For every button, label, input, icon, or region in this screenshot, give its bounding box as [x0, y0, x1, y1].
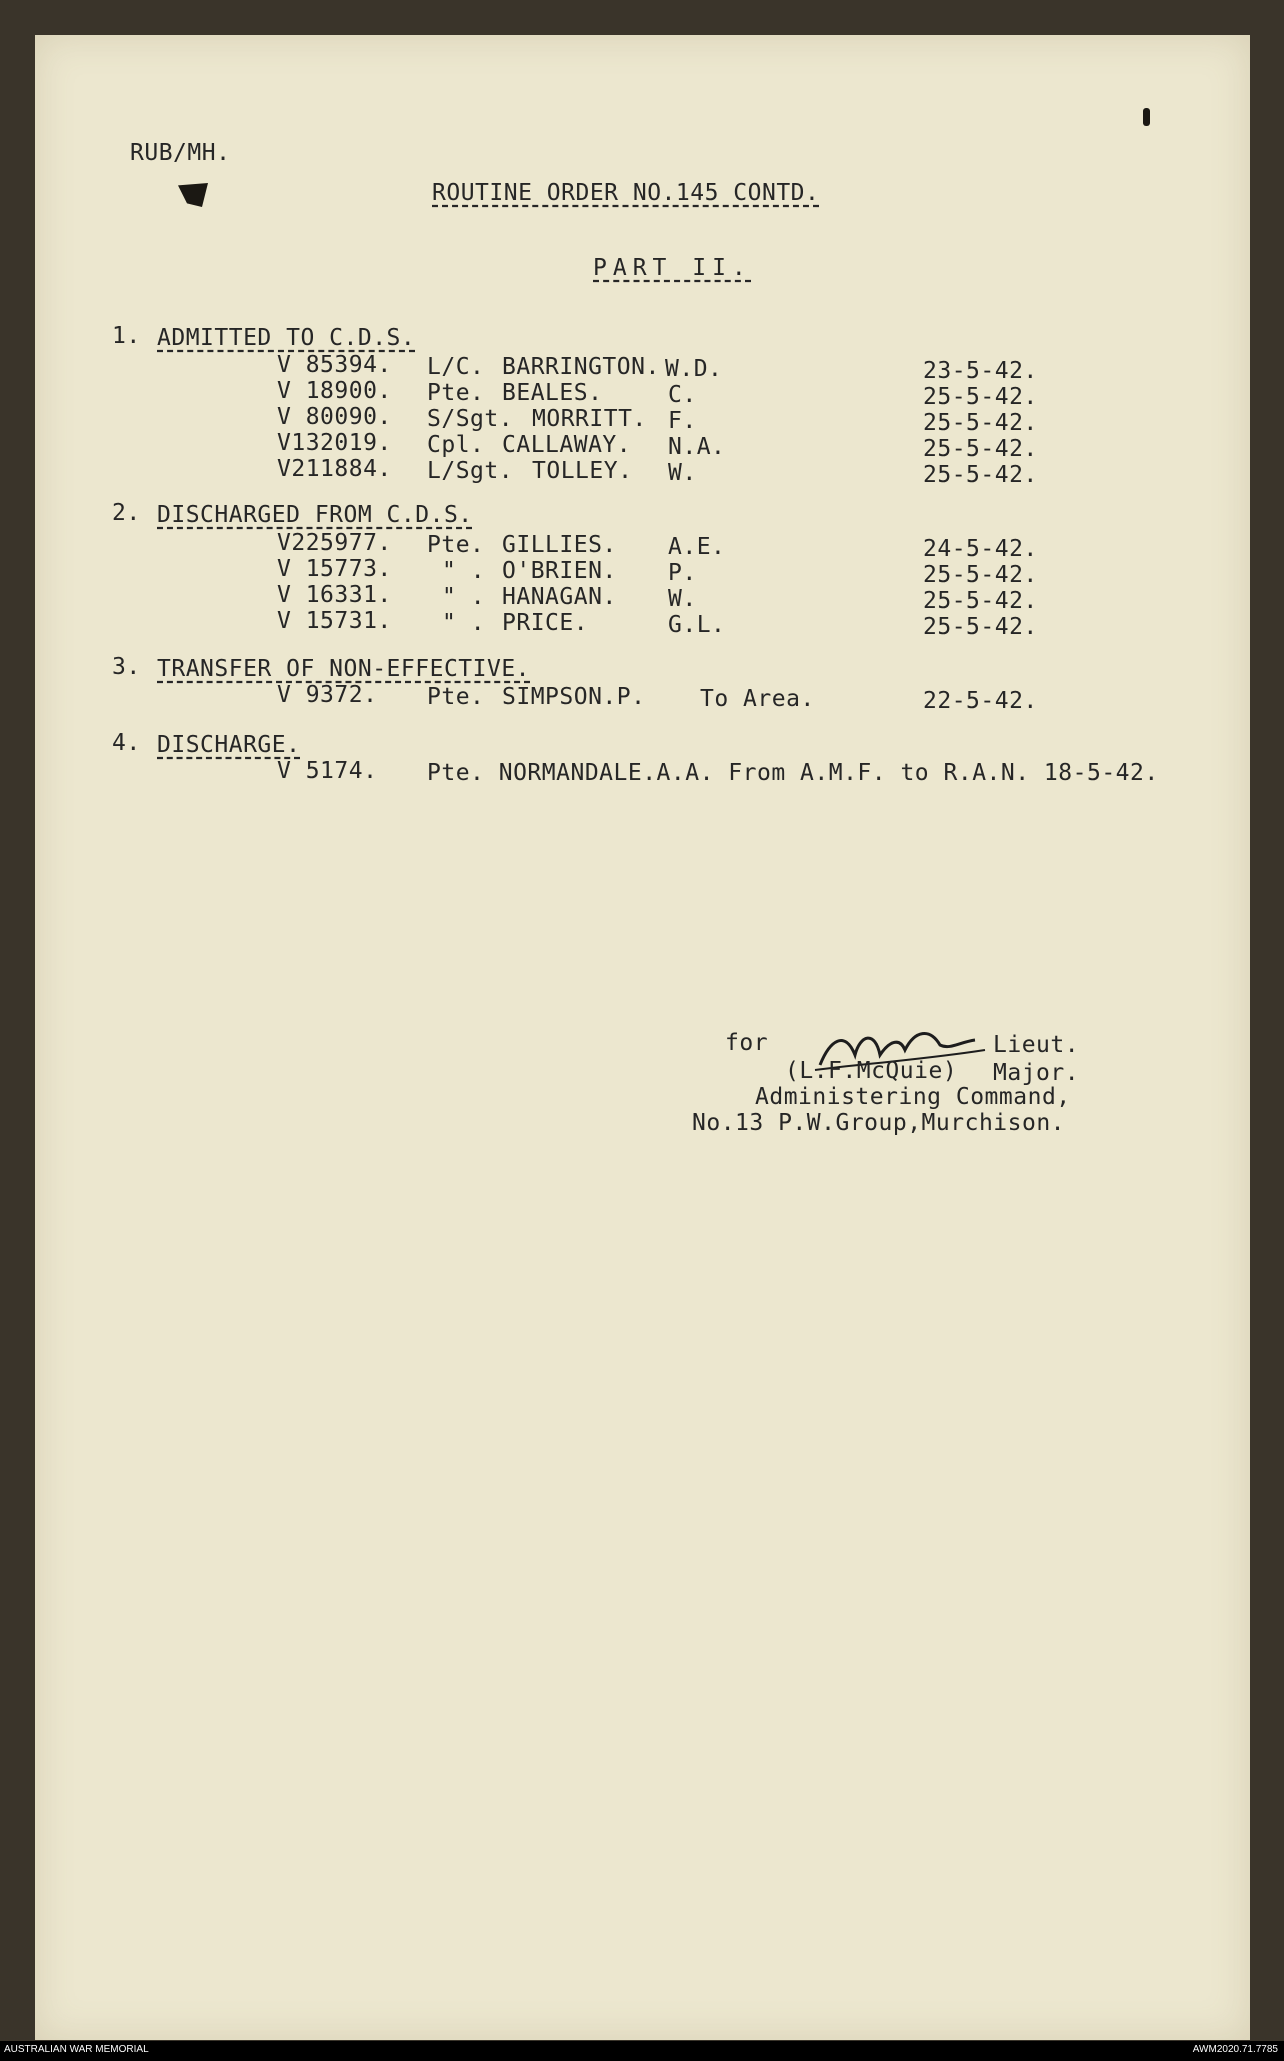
date: 25-5-42. — [923, 462, 1038, 488]
rank: Cpl. — [427, 432, 485, 458]
initials: W. — [668, 460, 697, 486]
rank: L/Sgt. — [427, 458, 514, 484]
service-number: V 9372. — [277, 682, 378, 708]
surname: PRICE. — [502, 610, 589, 636]
service-number: V 15731. — [277, 608, 392, 634]
date: 25-5-42. — [923, 410, 1038, 436]
surname: BARRINGTON. — [502, 354, 660, 380]
date: 25-5-42. — [923, 562, 1038, 588]
date: 24-5-42. — [923, 536, 1038, 562]
surname: HANAGAN. — [502, 584, 617, 610]
service-number: V132019. — [277, 430, 392, 456]
ink-mark — [1143, 108, 1150, 126]
initials: C. — [668, 382, 697, 408]
part-heading: PART II. — [593, 255, 752, 281]
footer-right: AWM2020.71.7785 — [1192, 2044, 1278, 2055]
section-number: 3. — [112, 654, 141, 680]
rank: Pte. — [427, 380, 485, 406]
initials: W. — [668, 586, 697, 612]
footer-left: AUSTRALIAN WAR MEMORIAL — [4, 2044, 149, 2055]
surname: O'BRIEN. — [502, 558, 617, 584]
surname: CALLAWAY. — [502, 432, 632, 458]
surname: BEALES. — [502, 380, 603, 406]
signatory-name: (L.F.McQuie) — [785, 1058, 958, 1084]
signatory-rank: Major. — [993, 1060, 1080, 1086]
surname: TOLLEY. — [532, 458, 633, 484]
service-number: V 18900. — [277, 378, 392, 404]
signatory-group: No.13 P.W.Group,Murchison. — [692, 1110, 1066, 1136]
surname: SIMPSON.P. — [502, 684, 646, 710]
initials: N.A. — [668, 434, 726, 460]
date: 25-5-42. — [923, 588, 1038, 614]
service-number: V 5174. — [277, 758, 378, 784]
service-number: V 16331. — [277, 582, 392, 608]
service-number: V 80090. — [277, 404, 392, 430]
reference-code: RUB/MH. — [130, 140, 231, 166]
service-number: V225977. — [277, 530, 392, 556]
signatory-command: Administering Command, — [755, 1084, 1071, 1110]
date: 25-5-42. — [923, 384, 1038, 410]
date: 25-5-42. — [923, 436, 1038, 462]
initials: A.E. — [668, 534, 726, 560]
service-number: V 15773. — [277, 556, 392, 582]
bleed-through-text — [145, 775, 1205, 1775]
rank: Pte. — [427, 532, 485, 558]
section-heading: ADMITTED TO C.D.S. — [157, 325, 416, 351]
initials: P. — [668, 560, 697, 586]
destination: To Area. — [700, 686, 815, 712]
section-number: 4. — [112, 730, 141, 756]
document-title: ROUTINE ORDER NO.145 CONTD. — [432, 180, 820, 206]
initials: G.L. — [668, 612, 726, 638]
rank: " . — [442, 558, 486, 584]
rank: S/Sgt. — [427, 406, 514, 432]
section-heading: DISCHARGED FROM C.D.S. — [157, 502, 473, 528]
section-number: 2. — [112, 500, 141, 526]
service-number: V 85394. — [277, 352, 392, 378]
initials: W.D. — [665, 356, 723, 382]
signature-for: for — [725, 1030, 769, 1056]
initials: F. — [668, 408, 697, 434]
section-number: 1. — [112, 323, 141, 349]
signatory-title: Lieut. — [993, 1032, 1080, 1058]
section-heading: DISCHARGE. — [157, 732, 301, 758]
rank: L/C. — [427, 354, 485, 380]
date: 23-5-42. — [923, 358, 1038, 384]
surname: MORRITT. — [532, 406, 647, 432]
service-number: V211884. — [277, 456, 392, 482]
section-heading: TRANSFER OF NON-EFFECTIVE. — [157, 656, 531, 682]
archive-footer — [0, 2041, 1284, 2061]
discharge-details: Pte. NORMANDALE.A.A. From A.M.F. to R.A.N. 18-5-42. — [427, 760, 1159, 786]
rank: Pte. — [427, 684, 485, 710]
date: 22-5-42. — [923, 688, 1038, 714]
date: 25-5-42. — [923, 614, 1038, 640]
rank: " . — [442, 610, 486, 636]
rank: " . — [442, 584, 486, 610]
surname: GILLIES. — [502, 532, 617, 558]
